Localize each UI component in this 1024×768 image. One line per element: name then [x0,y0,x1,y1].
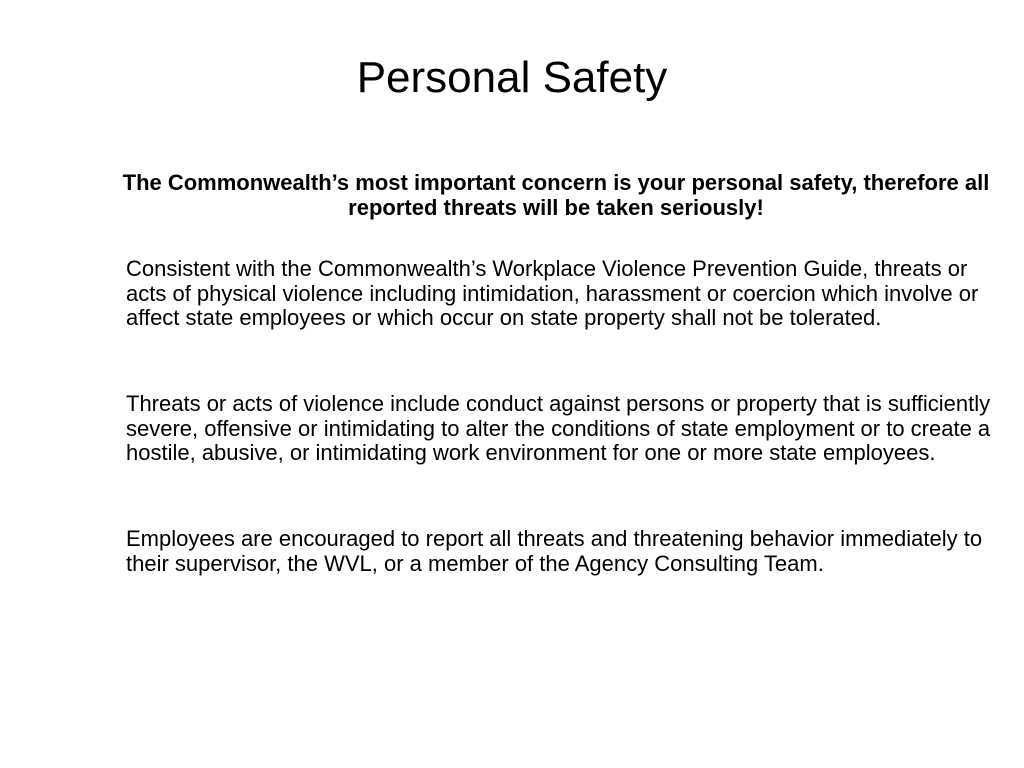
paragraph-reporting: Employees are encouraged to report all threats and threatening behavior immediately to their supervisor, the WVL, or a member of the Agency Consulting Team. [126,526,983,576]
slide-title: Personal Safety [356,53,668,102]
paragraph-definition: Threats or acts of violence include conduct against persons or property that is sufficiently severe, offensive or intimidating to alter the conditions of state employment or to create a hostile, abusive, or intimidating work environment for one or more state employees. [126,391,991,465]
paragraph-policy: Consistent with the Commonwealth’s Workplace Violence Prevention Guide, threats or acts of physical violence including intimidation, harassment or coercion which involve or affect state employees or which occur on state property shall not be tolerated. [126,256,979,330]
lead-statement: The Commonwealth’s most important concern is your personal safety, therefore all reported threats will be taken seriously! [122,170,990,220]
